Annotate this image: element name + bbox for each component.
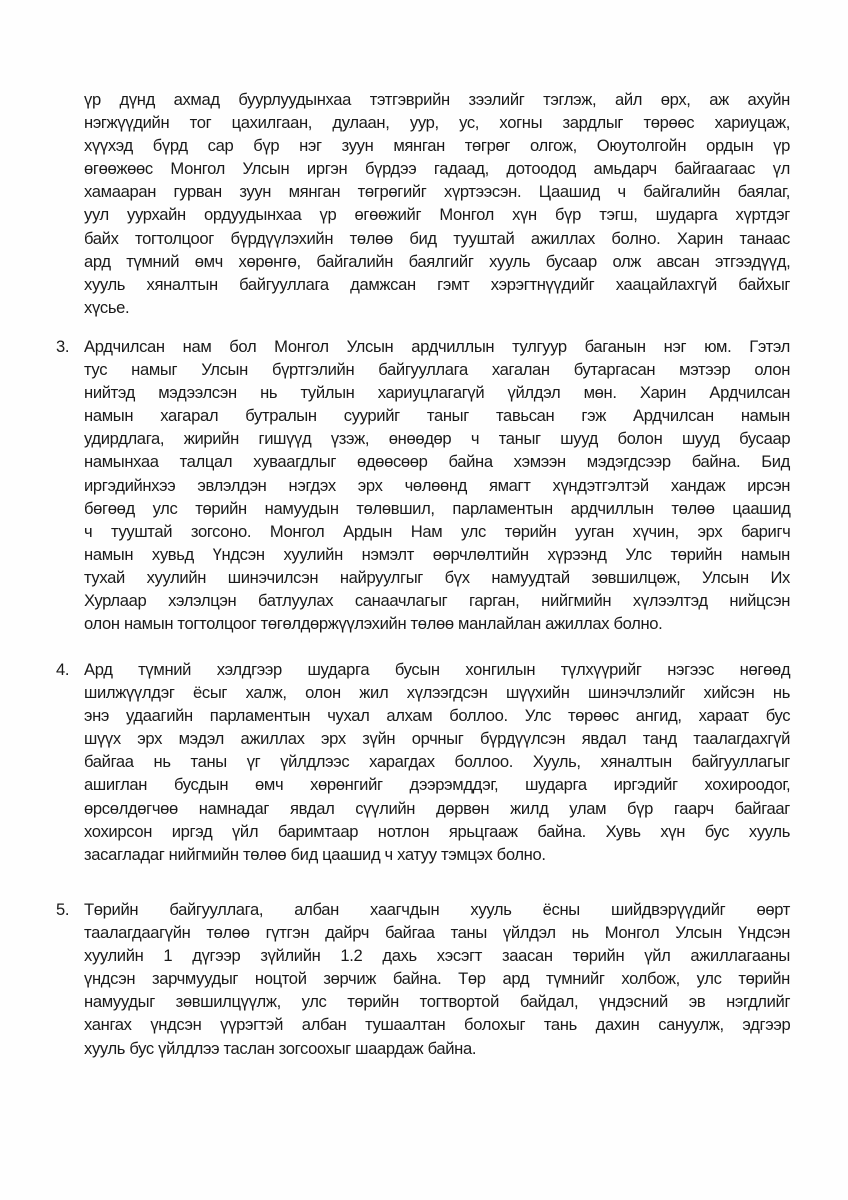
text-line: шилжүүлдэг ёсыг халж, олон жил хүлээгдсэн шүүхийн шинэчлэлийг хийсэн нь <box>84 683 790 703</box>
text-line: хохирсон иргэд үйл баримтаар нотлон ярьцгааж байна. Хувь хүн бус хууль <box>84 821 790 841</box>
text-line: энэ удаагийн парламентын чухал алхам боллоо. Улс төрөөс ангид, хараат бус <box>84 706 791 726</box>
list-number: 4. <box>56 660 70 679</box>
paragraph-continuation <box>84 88 790 319</box>
paragraph-lines <box>84 88 790 319</box>
text-line: хамааран гурван зуун мянган төгрөгийг хүртээсэн. Цаашид ч байгалийн баялаг, <box>84 182 790 202</box>
text-line: намын хагарал бутралын суурийг таныг тавьсан гэж Ардчилсан намын <box>84 406 790 426</box>
list-item-5 <box>56 898 791 1060</box>
paragraph-lines <box>84 335 790 635</box>
text-line: иргэдийнхээ эвлэлдэн нэгдэх эрх чөлөөнд ямагт хүндэтгэлтэй хандаж ирсэн <box>84 475 791 495</box>
text-line: Хурлаар хэлэлцэн батлуулах санаачлагыг гарган, нийгмийн хүлээлтэд нийцсэн <box>84 591 791 611</box>
text-line: бөгөөд улс төрийн намуудын төлөвшил, парламентын ардчиллын төлөө цаашид <box>84 498 791 518</box>
text-line: нийтэд мэдээлсэн нь туйлын хариуцлагагүй үйлдэл мөн. Харин Ардчилсан <box>84 383 791 403</box>
list-item-3 <box>56 335 791 635</box>
text-line: тус намыг Улсын бүртгэлийн байгууллага хагалан бутаргасан мэтээр олон <box>84 360 791 380</box>
text-line: олон намын тогтолцоог төгөлдөржүүлэхийн төлөө манлайлан ажиллах болно. <box>84 614 663 634</box>
text-line: Ард түмний хэлдгээр шударга бусын хонгилын түлхүүрийг нэгээс нөгөөд <box>84 660 791 679</box>
text-line: нэгжүүдийн тог цахилгаан, дулаан, уур, ус, хогны зардлыг төрөөс хариуцаж, <box>84 113 790 133</box>
text-line: байгаа нь таны үг үйлдлээс харагдах боллоо. Хууль, хяналтын байгууллагыг <box>84 752 790 772</box>
text-line: удирдлага, жирийн гишүүд үзэж, өнөөдөр ч таныг шууд болон шууд бусаар <box>84 429 791 449</box>
text-line: өрсөлдөгчөө намнадаг явдал сүүлийн дөрвөн жилд улам бүр гаарч байгааг <box>84 798 790 818</box>
text-line: байх тогтолцоог бүрдүүлэхийн төлөө бид тууштай ажиллах болно. Харин танаас <box>84 228 790 248</box>
text-line: ч тууштай зогсоно. Монгол Ардын Нам улс төрийн ууган хүчин, эрх баригч <box>84 521 791 541</box>
text-line: өгөөжөөс Монгол Улсын иргэн бүрдээ гадаад, дотоодод амьдарч байгаагаас үл <box>84 159 790 179</box>
text-line: хууль бус үйлдлээ таслан зогсоохыг шаардаж байна. <box>84 1038 477 1058</box>
text-line: ашиглан бусдын өмч хөрөнгийг дээрэмддэг, шударга иргэдийг хохироодог, <box>84 775 791 795</box>
text-line: засагладаг нийгмийн төлөө бид цаашид ч хатуу тэмцэх болно. <box>84 844 546 864</box>
text-line: хууль хяналтын байгууллага дамжсан гэмт хэрэгтнүүдийг хаацайлахгүй байхыг <box>84 274 791 294</box>
text-line: уул уурхайн ордуудынхаа үр өгөөжийг Монгол хүн бүр тэгш, шударга хүртдэг <box>84 205 790 225</box>
text-line: үндсэн зарчмуудыг ноцтой зөрчиж байна. Төр ард түмнийг холбож, улс төрийн <box>84 969 790 989</box>
text-line: намуудыг зөвшилцүүлж, улс төрийн тогтвортой байдал, үндэсний эв нэгдлийг <box>84 992 791 1012</box>
text-line: хангах үндсэн үүрэгтэй албан тушаалтан болохыг тань дахин сануулж, эдгээр <box>84 1015 791 1035</box>
list-item-4 <box>56 658 791 866</box>
text-line: хүүхэд бүрд сар бүр нэг зуун мянган төгрөг олгож, Оюутолгойн ордын үр <box>84 136 790 156</box>
text-line: тухай хуулийн шинэчилсэн найруулгыг бүх намуудтай зөвшилцөж, Улсын Их <box>84 567 790 587</box>
text-line: шүүх эрх мэдэл ажиллах эрх зүйн орчныг бүрдүүлсэн явдал танд таалагдахгүй <box>84 729 790 749</box>
text-line: таалагдаагүйн төлөө гүтгэн дайрч байгаа таны үйлдэл нь Монгол Улсын Үндсэн <box>84 923 791 943</box>
text-line: Төрийн байгууллага, албан хаагчдын хууль ёсны шийдвэрүүдийг өөрт <box>84 900 790 919</box>
text-line: хуулийн 1 дүгээр зүйлийн 1.2 дахь хэсэгт заасан төрийн үйл ажиллагааны <box>84 946 790 966</box>
paragraph-lines <box>84 658 790 866</box>
text-line: Ардчилсан нам бол Монгол Улсын ардчиллын тулгуур баганын нэг юм. Гэтэл <box>84 337 790 356</box>
list-number: 3. <box>56 337 70 356</box>
text-line: намын хувьд Үндсэн хуулийн нэмэлт өөрчлөлтийн хүрээнд Улс төрийн намын <box>84 544 790 564</box>
text-line: хүсье. <box>84 297 130 317</box>
text-line: үр дүнд ахмад буурлуудынхаа тэтгэврийн зээлийг тэглэж, айл өрх, аж ахуйн <box>84 90 790 109</box>
text-line: намынхаа талцал хуваагдлыг өдөөсөөр байна хэмээн мэдэгдсээр байна. Бид <box>84 452 790 472</box>
text-line: ард түмний өмч хөрөнгө, байгалийн баялгийг хууль бусаар олж авсан этгээдүүд, <box>84 251 791 271</box>
list-number: 5. <box>56 900 70 919</box>
paragraph-lines <box>84 898 790 1060</box>
